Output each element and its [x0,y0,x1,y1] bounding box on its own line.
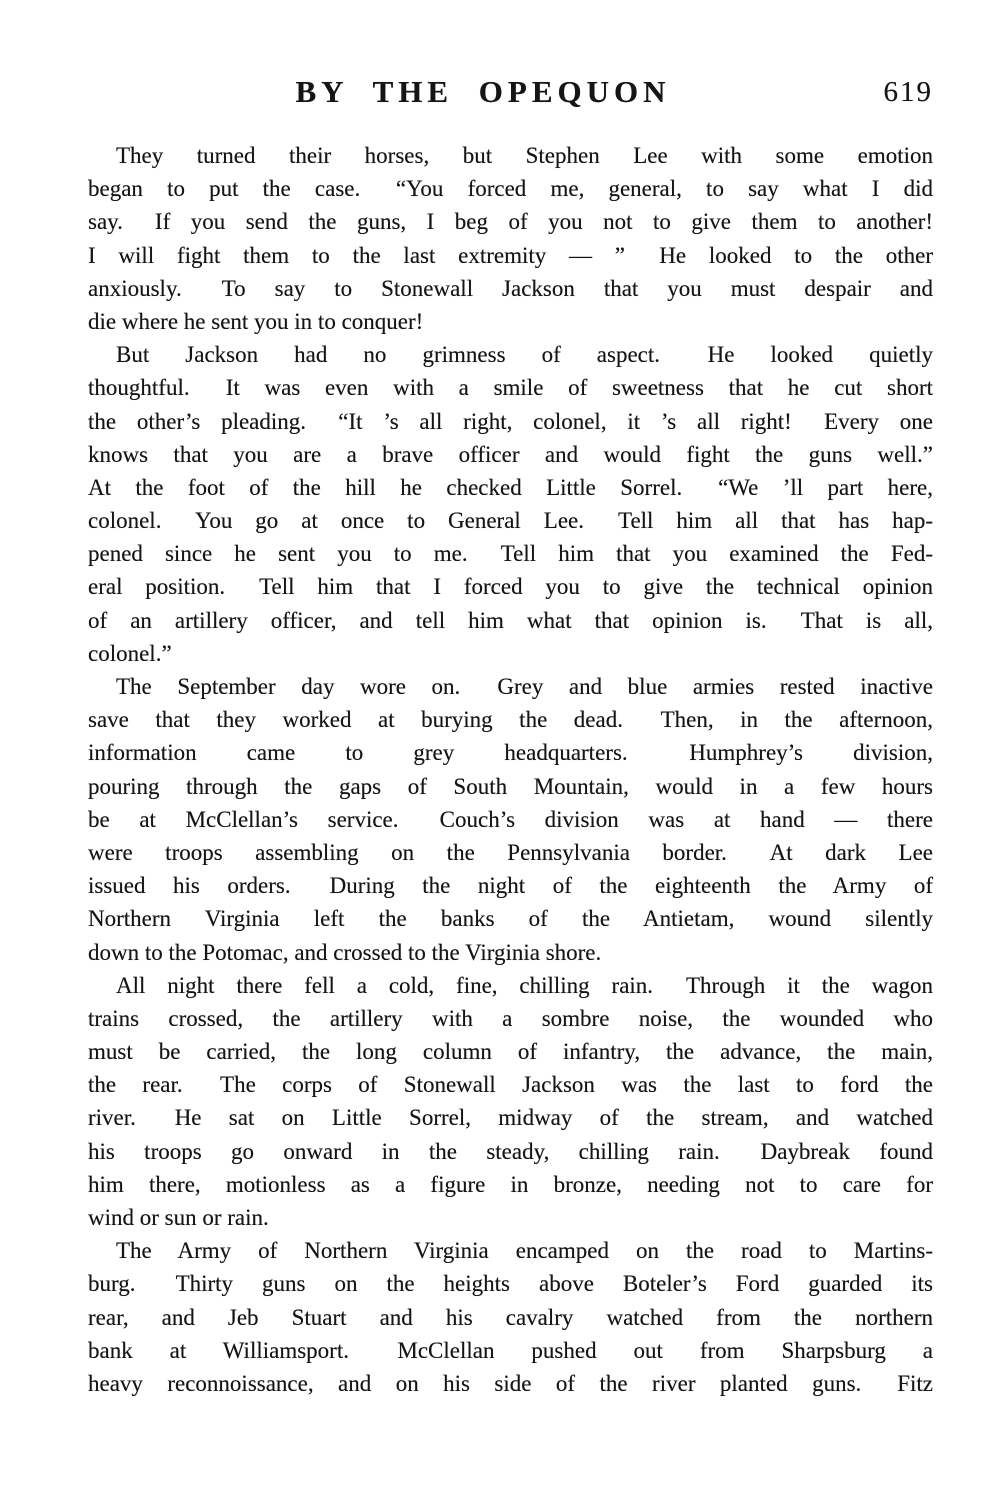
text-line: save that they worked at burying the dead. Then, in the afternoon, [88,707,933,733]
text-line: colonel.” [88,640,172,666]
text-line: be at McClellan’s service. Couch’s division was at hand — there [88,806,933,832]
text-line: eral position. Tell him that I forced you to give the technical opinion [88,574,933,600]
text-line: They turned their horses, but Stephen Lee with some emotion [116,143,933,168]
text-line: him there, motionless as a figure in bronze, needing not to care for [88,1171,933,1197]
text-line: die where he sent you in to conquer! [88,308,424,334]
text-line: anxiously. To say to Stonewall Jackson that you must despair and [88,275,933,301]
text-line: of an artillery officer, and tell him what that opinion is. That is all, [88,607,933,633]
text-line: information came to grey headquarters. Humphrey’s division, [88,740,933,766]
text-line: The September day wore on. Grey and blue armies rested inactive [116,674,933,699]
text-line: All night there fell a cold, fine, chilling rain. Through it the wagon [116,972,933,998]
text-line: knows that you are a brave officer and would fight the guns well.” [88,441,933,467]
text-line: At the foot of the hill he checked Little Sorrel. “We ’ll part here, [88,474,933,500]
text-line: the rear. The corps of Stonewall Jackson was the last to ford the [88,1072,933,1098]
text-body [88,139,933,1400]
paragraph [88,969,933,1235]
page-number: 619 [883,76,933,108]
text-line: down to the Potomac, and crossed to the Virginia shore. [88,939,602,965]
text-line: river. He sat on Little Sorrel, midway of the stream, and watched [88,1105,933,1131]
text-line: were troops assembling on the Pennsylvania border. At dark Lee [88,839,933,865]
text-line: The Army of Northern Virginia encamped on the road to Martins- [116,1238,933,1264]
text-line: heavy reconnoissance, and on his side of the river planted guns. Fitz [88,1370,933,1396]
text-line: trains crossed, the artillery with a sombre noise, the wounded who [88,1005,933,1031]
page-header [88,74,933,126]
text-line: issued his orders. During the night of the eighteenth the Army of [88,873,933,899]
text-line: must be carried, the long column of infantry, the advance, the main, [88,1039,933,1065]
text-line: say. If you send the guns, I beg of you not to give them to another! [88,209,933,235]
text-line: his troops go onward in the steady, chilling rain. Daybreak found [88,1138,933,1164]
text-line: bank at Williamsport. McClellan pushed out from Sharpsburg a [88,1337,933,1363]
text-line: thoughtful. It was even with a smile of sweetness that he cut short [88,375,933,401]
paragraph [88,139,933,338]
text-line: Northern Virginia left the banks of the Antietam, wound silently [88,906,933,932]
text-line: wind or sun or rain. [88,1205,269,1230]
text-line: the other’s pleading. “It ’s all right, colonel, it ’s all right! Every one [88,408,933,434]
text-line: But Jackson had no grimness of aspect. He looked quietly [116,342,933,368]
text-line: began to put the case. “You forced me, general, to say what I did [88,176,933,202]
text-line: colonel. You go at once to General Lee. Tell him all that has hap- [88,508,933,534]
text-line: pened since he sent you to me. Tell him that you examined the Fed- [88,541,933,567]
paragraph [88,1234,933,1400]
paragraph [88,670,933,969]
paragraph [88,338,933,670]
text-line: I will fight them to the last extremity — ” He looked to the other [88,242,933,268]
text-line: rear, and Jeb Stuart and his cavalry watched from the northern [88,1304,933,1330]
running-title: BY THE OPEQUON [295,74,671,109]
text-line: pouring through the gaps of South Mountain, would in a few hours [88,773,933,799]
text-line: burg. Thirty guns on the heights above Boteler’s Ford guarded its [88,1271,933,1297]
